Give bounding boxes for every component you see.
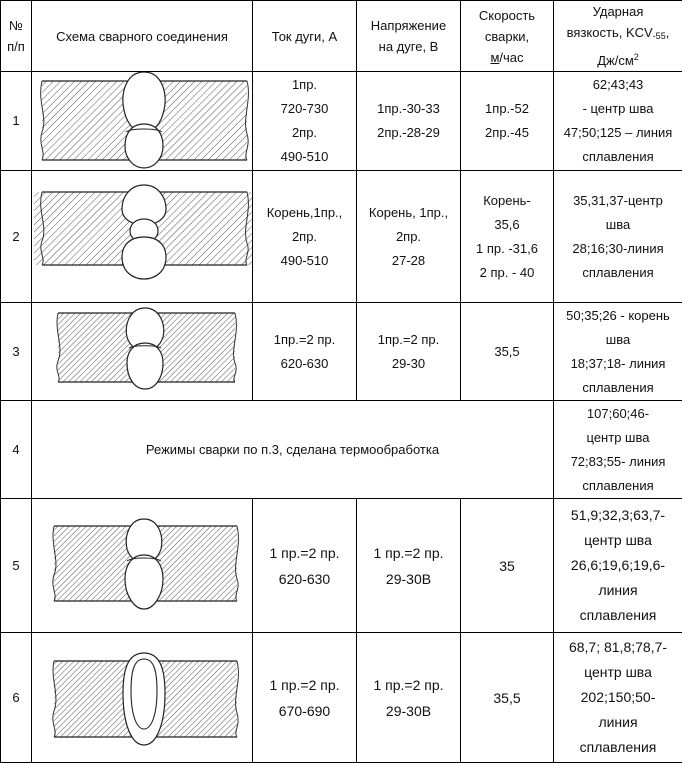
row-number: 4 (1, 401, 32, 499)
current-cell: 1пр. 720-730 2пр. 490-510 (253, 72, 357, 171)
speed-cell: 35,5 (461, 303, 554, 401)
weld-scheme-cell (32, 499, 253, 633)
current-cell: 1пр.=2 пр. 620-630 (253, 303, 357, 401)
header-toughness: Ударная вязкость, $KCV_{-55}$, $Дж/см^2$ (554, 1, 682, 72)
table-row (1, 499, 682, 633)
row-number: 3 (1, 303, 32, 401)
weld-scheme-diagram (34, 633, 253, 762)
toughness-cell: 50;35;26 - корень шва 18;37;18- линия сплавления (554, 303, 682, 401)
voltage-cell: Корень, 1пр., 2пр. 27-28 (357, 171, 461, 303)
toughness-cell: 51,9;32,3;63,7- центр шва 26,6;19,6;19,6- линия сплавления (554, 499, 682, 633)
weld-scheme-cell (32, 633, 253, 763)
toughness-cell: 68,7; 81,8;78,7- центр шва 202;150;50- линия сплавления (554, 633, 682, 763)
header-speed: Скорость сварки, м/час (461, 1, 554, 72)
table-row (1, 171, 682, 303)
weld-scheme-cell (32, 303, 253, 401)
current-cell: 1 пр.=2 пр. 670-690 (253, 633, 357, 763)
table-row (1, 401, 682, 499)
weld-scheme-cell (32, 171, 253, 303)
header-row (1, 1, 682, 72)
toughness-cell: 35,31,37-центр шва 28;16;30-линия сплавления (554, 171, 682, 303)
speed-cell: 35,5 (461, 633, 554, 763)
table-row (1, 633, 682, 763)
voltage-cell: 1пр.=2 пр. 29-30 (357, 303, 461, 401)
voltage-cell: 1 пр.=2 пр. 29-30В (357, 499, 461, 633)
current-cell: 1 пр.=2 пр. 620-630 (253, 499, 357, 633)
toughness-cell: 62;43;43 - центр шва 47;50;125 – линия сплавления (554, 72, 682, 171)
header-current: Ток дуги, А (253, 1, 357, 72)
weld-scheme-diagram (34, 499, 253, 632)
weld-scheme-diagram (34, 72, 253, 170)
table-row (1, 72, 682, 171)
row-number: 5 (1, 499, 32, 633)
voltage-cell: 1 пр.=2 пр. 29-30В (357, 633, 461, 763)
row-number: 6 (1, 633, 32, 763)
weld-scheme-cell (32, 72, 253, 171)
merged-mode-note: Режимы сварки по п.3, сделана термообработка (32, 401, 554, 499)
toughness-cell: 107;60;46- центр шва 72;83;55- линия сплавления (554, 401, 682, 499)
header-scheme: Схема сварного соединения (32, 1, 253, 72)
current-cell: Корень,1пр., 2пр. 490-510 (253, 171, 357, 303)
header-number: № п/п (1, 1, 32, 72)
row-number: 1 (1, 72, 32, 171)
speed-cell: Корень- 35,6 1 пр. -31,6 2 пр. - 40 (461, 171, 554, 303)
row-number: 2 (1, 171, 32, 303)
voltage-cell: 1пр.-30-33 2пр.-28-29 (357, 72, 461, 171)
speed-cell: 1пр.-52 2пр.-45 (461, 72, 554, 171)
weld-scheme-diagram (34, 171, 253, 302)
header-voltage: Напряжение на дуге, В (357, 1, 461, 72)
speed-cell: 35 (461, 499, 554, 633)
table-row (1, 303, 682, 401)
weld-scheme-diagram (34, 303, 253, 400)
